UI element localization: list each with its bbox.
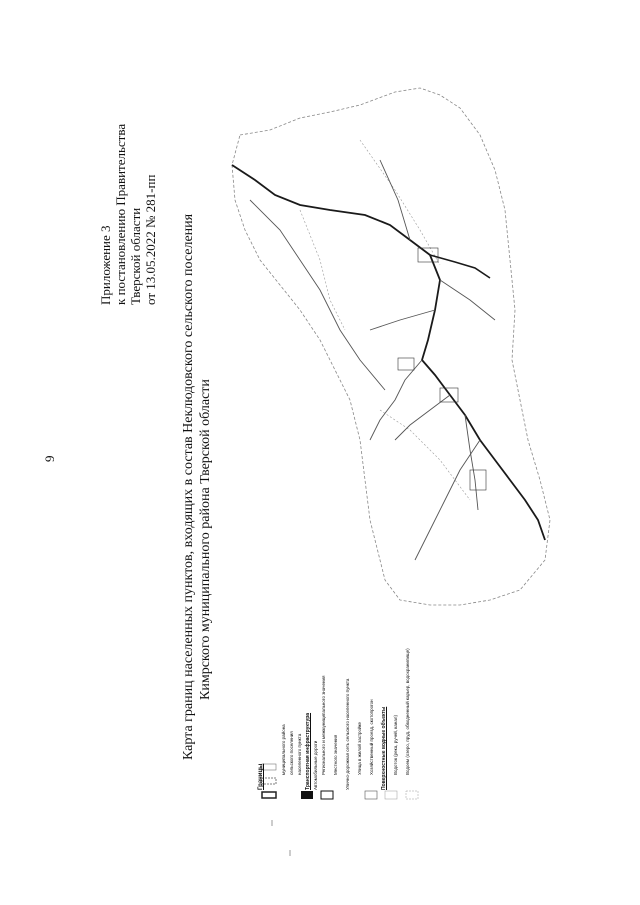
local-road-3 xyxy=(370,360,422,440)
legend-road-1: Регионального и межмуниципального значения xyxy=(321,675,326,775)
legend-water-title: Поверхностные водные объекты xyxy=(381,706,387,790)
legend-transport-title: Транспортная инфраструктура xyxy=(305,712,311,790)
local-road-5 xyxy=(465,415,478,510)
legend-road-5: Хозяйственный проезд, скотопрогон xyxy=(369,699,374,775)
legend-item-2: сельского поселения xyxy=(289,731,294,775)
inner-boundary-3 xyxy=(380,410,470,500)
settlement-outline-1 xyxy=(418,248,438,262)
legend-road-3: Улично-дорожная сеть сельского населенного пункта xyxy=(345,678,350,790)
legend-item-1: муниципального района xyxy=(281,724,286,775)
legend-roads-title: Автомобильные дороги xyxy=(313,740,318,790)
settlement-outline-3 xyxy=(470,470,486,490)
inner-boundary-2 xyxy=(360,140,440,265)
appendix-line-3: Тверской области xyxy=(128,207,143,305)
regional-road-branch xyxy=(430,255,490,278)
appendix-line-4: от 13.05.2022 № 281-пп xyxy=(143,174,158,305)
legend-water-2: Водоем (озеро, пруд, обводненный карьер, водохранилище) xyxy=(405,648,410,775)
local-road-7 xyxy=(440,280,495,320)
map-title-line-1: Карта границ населенных пунктов, входящих в состав Неклюдовского сельского поселения xyxy=(181,213,196,760)
local-road-6 xyxy=(415,440,480,560)
settlement-outline-4 xyxy=(398,358,414,370)
page-number: 9 xyxy=(42,455,57,462)
local-road-8 xyxy=(370,310,435,330)
appendix-line-1: Приложение 3 xyxy=(98,225,113,305)
legend-item-3: населенного пункта xyxy=(297,733,302,775)
regional-road-main xyxy=(232,165,545,540)
legend-road-2: Местного значения xyxy=(333,734,338,775)
legend-water-1: Водоток (река, ручей, канал) xyxy=(393,715,398,775)
settlement-boundary xyxy=(232,88,550,605)
legend-road-4: Улица в жилой застройке xyxy=(357,721,362,775)
map-title-line-2: Кимрского муниципального района Тверской области xyxy=(198,379,213,700)
appendix-line-2: к постановлению Правительства xyxy=(113,123,128,305)
local-road-1 xyxy=(250,200,385,390)
legend-title: Границы xyxy=(258,763,264,790)
